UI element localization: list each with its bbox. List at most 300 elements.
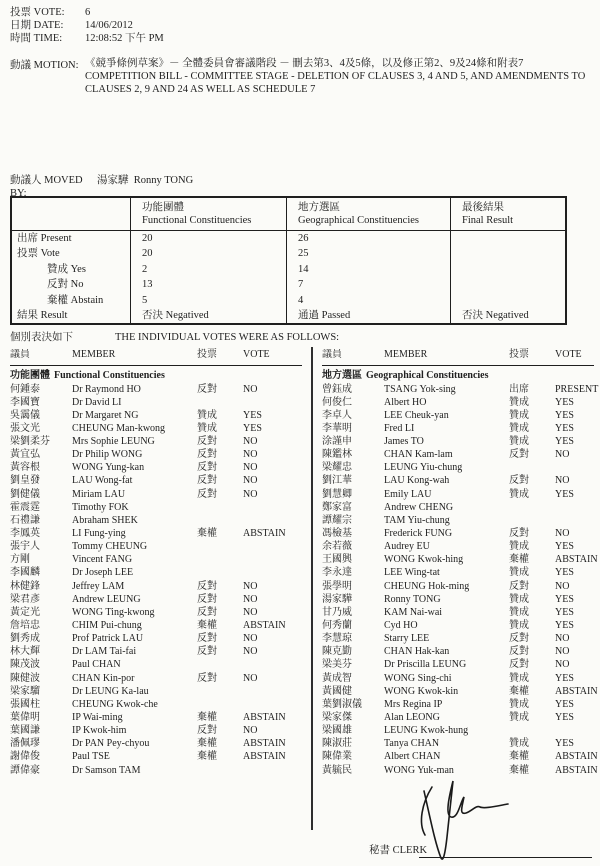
member-vote-en: ABSTAIN (243, 712, 286, 724)
member-name-zh: 王國興 (322, 554, 352, 566)
member-name-en: WONG Kwok-hing (384, 554, 464, 566)
member-vote-en: NO (555, 633, 570, 645)
member-name-zh: 陳茂波 (10, 659, 40, 671)
member-name-en: LAU Kong-wah (384, 475, 450, 487)
member-vote-zh: 反對 (197, 436, 217, 448)
member-vote-row (10, 711, 302, 724)
summary-final-value (450, 231, 565, 246)
member-vote-zh: 反對 (197, 449, 217, 461)
member-vote-row (10, 698, 302, 711)
member-vote-en: YES (555, 422, 574, 434)
member-vote-row (10, 750, 302, 763)
member-vote-zh: 棄權 (509, 554, 529, 566)
summary-row-label: 贊成 Yes (47, 263, 86, 275)
member-vote-row (322, 711, 594, 724)
member-vote-en (555, 501, 594, 514)
member-vote-zh: 棄權 (509, 764, 529, 776)
summary-row-label: 結果 Result (17, 309, 68, 321)
summary-functional-value: 否決 Negatived (130, 308, 286, 323)
member-name-en: Prof Patrick LAU (72, 633, 144, 645)
member-vote-en: NO (555, 449, 570, 461)
member-name-en: Miriam LAU (72, 488, 126, 500)
member-name-en: Abraham SHEK (72, 514, 138, 526)
member-name-zh: 陳偉業 (322, 751, 352, 763)
member-name-zh: 潘佩璆 (10, 738, 40, 750)
member-vote-en: YES (555, 620, 574, 632)
member-name-zh: 黃容根 (10, 462, 40, 474)
member-vote-en: YES (555, 712, 574, 724)
member-vote-row (10, 580, 302, 593)
member-vote-en (243, 698, 302, 711)
vote-number-value: 6 (85, 7, 91, 18)
member-name-zh: 石禮謙 (10, 514, 40, 526)
geographical-section-zh: 地方選區 (322, 370, 362, 381)
summary-row-label: 棄權 Abstain (47, 294, 104, 306)
member-vote-zh (509, 461, 555, 474)
member-name-en: WONG Yuk-man (384, 764, 454, 776)
member-vote-zh (197, 685, 243, 698)
member-vote-zh (509, 724, 555, 737)
member-name-en: CHEUNG Kwok-che (72, 698, 158, 710)
member-name-en: Jeffrey LAM (72, 580, 125, 592)
member-name-en: Dr Philip WONG (72, 449, 143, 461)
vote-header-en: VOTE (243, 349, 270, 360)
member-vote-row (322, 488, 594, 501)
member-header-zh: 議員 (322, 349, 342, 360)
member-vote-zh: 棄權 (197, 738, 217, 750)
member-vote-en: ABSTAIN (555, 554, 598, 566)
member-vote-zh: 贊成 (509, 593, 529, 605)
member-vote-row (322, 383, 599, 396)
member-name-en: Vincent FANG (72, 554, 133, 566)
member-vote-en: NO (243, 436, 258, 448)
member-vote-zh: 反對 (509, 528, 529, 540)
summary-col-functional-zh: 功能團體 (142, 202, 184, 213)
functional-section-en: Functional Constituencies (54, 370, 165, 381)
member-name-zh: 林健鋒 (10, 580, 40, 592)
summary-geographical-value: 14 (286, 262, 450, 277)
member-name-zh: 李國麟 (10, 567, 40, 579)
member-vote-zh (197, 514, 243, 527)
summary-geographical-value: 26 (286, 231, 450, 246)
member-vote-zh: 反對 (197, 672, 217, 684)
member-vote-zh: 贊成 (509, 738, 529, 750)
member-name-zh: 黃宜弘 (10, 449, 40, 461)
member-vote-zh: 反對 (509, 475, 529, 487)
member-vote-zh: 出席 (509, 383, 529, 395)
document-header (10, 6, 590, 96)
member-vote-row (10, 396, 302, 409)
member-vote-en: NO (243, 606, 258, 618)
member-name-en: Timothy FOK (72, 501, 129, 513)
member-vote-row (322, 658, 594, 671)
member-vote-row (322, 593, 594, 606)
member-name-zh: 梁耀忠 (322, 462, 352, 474)
member-name-zh: 梁家傑 (322, 712, 352, 724)
member-name-zh: 張學明 (322, 580, 352, 592)
member-vote-en: YES (555, 488, 574, 500)
member-vote-en: YES (555, 698, 574, 710)
member-vote-en: NO (243, 488, 258, 500)
vote-number-label: 投票 VOTE: (10, 7, 65, 18)
summary-geographical-value: 通過 Passed (286, 308, 450, 323)
member-name-zh: 鄭家富 (322, 501, 352, 513)
summary-final-value (450, 293, 565, 308)
member-name-zh: 何秀蘭 (322, 620, 352, 632)
member-vote-en: ABSTAIN (555, 764, 598, 776)
member-vote-row (322, 580, 594, 593)
member-vote-en: NO (555, 646, 570, 658)
member-vote-zh: 贊成 (509, 712, 529, 724)
summary-col-final (450, 198, 565, 231)
summary-col-geographical (286, 198, 450, 231)
member-vote-en (555, 461, 594, 474)
member-vote-en: ABSTAIN (243, 751, 286, 763)
member-vote-en: ABSTAIN (243, 738, 286, 750)
functional-section-zh: 功能團體 (10, 370, 50, 381)
member-name-en: LAU Wong-fat (72, 475, 133, 487)
member-vote-row (10, 488, 302, 501)
member-vote-row (322, 724, 594, 737)
member-vote-row (10, 474, 302, 487)
member-name-zh: 劉江華 (322, 475, 352, 487)
member-name-en: Paul TSE (72, 751, 110, 763)
individual-votes-title-zh: 個別表決如下 (10, 332, 73, 343)
member-name-zh: 甘乃威 (322, 606, 352, 618)
member-vote-en: NO (243, 383, 258, 395)
member-vote-row (322, 474, 594, 487)
individual-votes-title (10, 331, 339, 344)
summary-col-geographical-en: Geographical Constituencies (298, 215, 420, 226)
motion-label: 動議 MOTION: (10, 60, 79, 71)
member-name-en: LEUNG Kwok-hung (384, 725, 469, 737)
member-name-zh: 李鳳英 (10, 528, 40, 540)
member-name-zh: 張國柱 (10, 698, 40, 710)
member-vote-zh (509, 514, 555, 527)
member-name-en: Dr Raymond HO (72, 383, 141, 395)
member-vote-en: ABSTAIN (555, 751, 598, 763)
member-vote-row (322, 514, 594, 527)
member-name-en: IP Kwok-him (72, 725, 127, 737)
member-name-zh: 余若薇 (322, 541, 352, 553)
member-name-zh: 陳淑莊 (322, 738, 352, 750)
moved-by-value: 湯家驊 Ronny TONG (97, 175, 194, 186)
member-vote-en: NO (555, 528, 570, 540)
member-vote-zh (197, 566, 243, 579)
member-name-zh: 譚耀宗 (322, 514, 352, 526)
summary-final-value (450, 246, 565, 261)
summary-geographical-value: 4 (286, 293, 450, 308)
member-name-zh: 葉偉明 (10, 712, 40, 724)
member-vote-row (322, 619, 594, 632)
vote-header-en: VOTE (555, 349, 582, 360)
member-vote-row (322, 553, 598, 566)
member-vote-row (10, 553, 302, 566)
member-name-en: Dr Samson TAM (72, 764, 141, 776)
summary-col-functional-en: Functional Constituencies (142, 215, 252, 226)
member-vote-zh: 反對 (509, 646, 529, 658)
member-vote-en: NO (243, 633, 258, 645)
member-name-zh: 霍震霆 (10, 501, 40, 513)
member-vote-zh: 贊成 (509, 567, 529, 579)
member-vote-row (322, 750, 598, 763)
functional-member-rows (10, 383, 302, 777)
member-vote-zh: 贊成 (509, 620, 529, 632)
member-name-zh: 黃成智 (322, 672, 352, 684)
member-vote-row (10, 461, 302, 474)
member-name-zh: 葉國謙 (10, 725, 40, 737)
member-vote-row (322, 435, 594, 448)
geographical-member-rows (322, 383, 599, 777)
member-vote-row (322, 501, 594, 514)
vote-header-zh: 投票 (509, 349, 529, 360)
member-vote-en: YES (555, 567, 574, 579)
member-vote-zh (197, 553, 243, 566)
member-vote-zh: 反對 (197, 383, 217, 395)
member-name-en: WONG Ting-kwong (72, 606, 155, 618)
member-name-en: CHEUNG Hok-ming (384, 580, 470, 592)
summary-functional-value: 20 (130, 231, 286, 246)
member-vote-zh: 棄權 (197, 712, 217, 724)
member-name-zh: 譚偉豪 (10, 764, 40, 776)
clerk-signature-line (419, 857, 592, 858)
member-vote-row (10, 593, 302, 606)
member-vote-zh: 棄權 (197, 620, 217, 632)
motion-line-zh: 《競爭條例草案》－ 全體委員會審議階段 － 刪去第3、4及5條，以及修正第2、9及24條和附表7 (85, 58, 524, 69)
member-name-en: LEE Cheuk-yan (384, 409, 449, 421)
vote-number-row (10, 6, 590, 19)
member-name-en: Frederick FUNG (384, 528, 453, 540)
member-vote-row (322, 685, 598, 698)
member-vote-en (243, 764, 302, 777)
member-vote-en: NO (243, 449, 258, 461)
member-vote-zh (197, 698, 243, 711)
summary-final-value (450, 277, 565, 292)
member-vote-zh: 反對 (509, 580, 529, 592)
member-name-en: WONG Sing-chi (384, 672, 452, 684)
member-name-en: CHAN Kam-lam (384, 449, 453, 461)
time-label: 時間 TIME: (10, 33, 63, 44)
member-vote-row (10, 606, 302, 619)
member-name-zh: 何鍾泰 (10, 383, 40, 395)
member-name-en: Alan LEONG (384, 712, 440, 724)
summary-functional-value: 20 (130, 246, 286, 261)
member-vote-row (10, 409, 302, 422)
member-vote-row (10, 435, 302, 448)
member-name-en: Dr LAM Tai-fai (72, 646, 137, 658)
member-vote-en: YES (555, 738, 574, 750)
member-vote-row (10, 448, 302, 461)
member-vote-row (10, 645, 302, 658)
member-header-en: MEMBER (384, 349, 428, 360)
member-vote-row (10, 540, 302, 553)
member-name-zh: 李卓人 (322, 409, 352, 421)
column-divider-line (311, 347, 313, 830)
member-name-zh: 陳鑑林 (322, 449, 352, 461)
member-vote-zh: 棄權 (509, 751, 529, 763)
member-vote-row (322, 737, 594, 750)
member-vote-en: NO (555, 580, 570, 592)
member-vote-en (243, 501, 302, 514)
member-name-en: WONG Yung-kan (72, 462, 145, 474)
member-vote-en (243, 396, 302, 409)
summary-final-value (450, 262, 565, 277)
member-vote-row (322, 461, 594, 474)
member-name-zh: 梁君彥 (10, 593, 40, 605)
member-name-zh: 李華明 (322, 422, 352, 434)
member-vote-zh: 反對 (197, 475, 217, 487)
geographical-column-header (322, 349, 594, 366)
summary-final-value: 否決 Negatived (450, 308, 565, 323)
member-vote-row (10, 619, 302, 632)
member-name-en: Dr Joseph LEE (72, 567, 134, 579)
member-name-en: Tommy CHEUNG (72, 541, 148, 553)
member-vote-row (10, 514, 302, 527)
member-vote-row (322, 606, 594, 619)
member-name-en: LEE Wing-tat (384, 567, 440, 579)
member-name-en: CHAN Kin-por (72, 672, 135, 684)
member-vote-en: ABSTAIN (243, 528, 286, 540)
member-vote-row (10, 422, 302, 435)
member-vote-zh: 贊成 (509, 409, 529, 421)
date-value: 14/06/2012 (85, 20, 133, 31)
member-vote-zh: 反對 (197, 633, 217, 645)
member-name-zh: 何俊仁 (322, 396, 352, 408)
member-name-en: James TO (384, 436, 424, 448)
member-vote-en: NO (243, 672, 258, 684)
member-vote-en: NO (243, 725, 258, 737)
member-vote-row (10, 566, 302, 579)
member-vote-row (10, 501, 302, 514)
member-vote-en: YES (555, 672, 574, 684)
member-vote-en: YES (555, 541, 574, 553)
member-name-en: Dr PAN Pey-chyou (72, 738, 150, 750)
summary-row-label: 出席 Present (17, 233, 72, 244)
member-vote-row (322, 409, 594, 422)
member-name-zh: 詹培忠 (10, 620, 40, 632)
member-vote-zh: 反對 (197, 462, 217, 474)
member-name-zh: 馮檢基 (322, 528, 352, 540)
member-vote-en (243, 566, 302, 579)
member-vote-zh: 反對 (197, 725, 217, 737)
geographical-section-heading (322, 369, 594, 383)
member-name-en: Emily LAU (384, 488, 432, 500)
member-vote-en (243, 553, 302, 566)
member-name-zh: 李永達 (322, 567, 352, 579)
summary-functional-value: 13 (130, 277, 286, 292)
member-name-zh: 劉皇發 (10, 475, 40, 487)
member-vote-zh: 反對 (197, 646, 217, 658)
member-vote-en: ABSTAIN (243, 620, 286, 632)
member-vote-zh (197, 396, 243, 409)
member-vote-row (322, 698, 594, 711)
member-name-zh: 黃國健 (322, 685, 352, 697)
member-vote-zh: 贊成 (509, 698, 529, 710)
member-name-zh: 張文光 (10, 422, 40, 434)
member-vote-en: NO (243, 580, 258, 592)
member-name-en: IP Wai-ming (72, 712, 123, 724)
member-vote-zh: 贊成 (509, 672, 529, 684)
member-vote-zh: 贊成 (197, 409, 217, 421)
member-name-zh: 方剛 (10, 554, 30, 566)
member-name-en: Cyd HO (384, 620, 418, 632)
member-name-zh: 湯家驊 (322, 593, 352, 605)
member-vote-zh: 反對 (197, 593, 217, 605)
member-vote-zh: 反對 (509, 449, 529, 461)
date-label: 日期 DATE: (10, 20, 64, 31)
summary-functional-value: 5 (130, 293, 286, 308)
member-name-zh: 劉秀成 (10, 633, 40, 645)
summary-table (10, 196, 567, 325)
member-name-zh: 劉慧卿 (322, 488, 352, 500)
member-vote-row (10, 764, 302, 777)
member-name-en: Albert HO (384, 396, 427, 408)
geographical-votes-column (322, 349, 599, 777)
member-name-en: Tanya CHAN (384, 738, 440, 750)
member-name-zh: 李慧琼 (322, 633, 352, 645)
member-vote-zh (197, 658, 243, 671)
member-vote-en (555, 514, 594, 527)
member-name-zh: 梁家騮 (10, 685, 40, 697)
member-name-en: CHEUNG Man-kwong (72, 422, 166, 434)
member-vote-en: NO (555, 475, 570, 487)
motion-row (10, 57, 590, 96)
member-vote-row (10, 632, 302, 645)
member-name-zh: 張宇人 (10, 541, 40, 553)
member-vote-row (322, 422, 594, 435)
member-name-zh: 黃定光 (10, 606, 40, 618)
member-vote-zh: 棄權 (197, 751, 217, 763)
member-name-zh: 林大輝 (10, 646, 40, 658)
member-name-zh: 陳健波 (10, 672, 40, 684)
member-vote-row (10, 685, 302, 698)
member-name-zh: 黃毓民 (322, 764, 352, 776)
individual-votes-title-en: THE INDIVIDUAL VOTES WERE AS FOLLOWS: (115, 332, 340, 343)
time-row (10, 32, 590, 45)
member-name-zh: 涂謹申 (322, 436, 352, 448)
member-name-en: Fred LI (384, 422, 415, 434)
member-vote-zh (509, 501, 555, 514)
member-vote-en: YES (555, 606, 574, 618)
member-vote-en (555, 724, 594, 737)
member-vote-zh (197, 764, 243, 777)
member-vote-row (10, 658, 302, 671)
member-name-en: Dr David LI (72, 396, 122, 408)
functional-votes-column (10, 349, 302, 777)
member-vote-en: YES (555, 396, 574, 408)
member-vote-en (243, 658, 302, 671)
member-name-zh: 梁美芬 (322, 659, 352, 671)
member-vote-row (322, 566, 594, 579)
member-name-zh: 葉劉淑儀 (322, 698, 362, 710)
member-name-zh: 梁劉柔芬 (10, 436, 50, 448)
member-vote-zh: 反對 (509, 659, 529, 671)
motion-line-en-1: COMPETITION BILL - COMMITTEE STAGE - DELETION OF CLAUSES 3, 4 AND 5, AND AMENDMENTS TO (85, 71, 586, 82)
summary-functional-value: 2 (130, 262, 286, 277)
member-vote-zh: 贊成 (509, 436, 529, 448)
member-name-en: KAM Nai-wai (384, 606, 443, 618)
member-vote-en: NO (243, 646, 258, 658)
member-name-en: TAM Yiu-chung (384, 514, 450, 526)
member-vote-row (10, 737, 302, 750)
member-name-en: Dr Margaret NG (72, 409, 139, 421)
member-vote-en: YES (555, 593, 574, 605)
functional-column-header (10, 349, 302, 366)
geographical-section-en: Geographical Constituencies (366, 370, 489, 381)
summary-col-geographical-zh: 地方選區 (298, 202, 340, 213)
member-name-en: LI Fung-ying (72, 528, 126, 540)
member-vote-en: YES (555, 436, 574, 448)
